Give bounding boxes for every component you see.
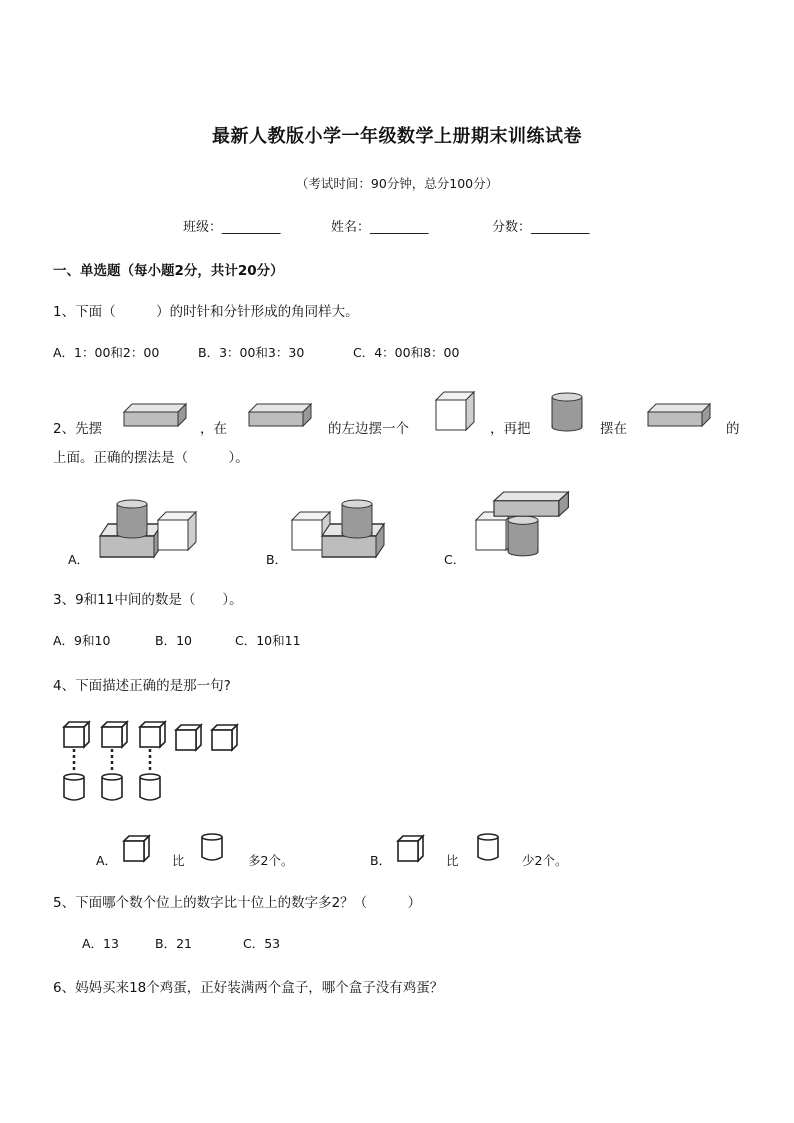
cylinder-icon (478, 834, 502, 864)
question-2-option-a: A． (68, 552, 90, 567)
question-4-option-b-end: 少2个。 (522, 853, 568, 868)
question-3-option-c: C．10和11 (235, 633, 301, 648)
brick-icon (124, 404, 188, 428)
name-field: 姓名：_________ (331, 220, 429, 235)
question-1-option-c: C．4：00和8：00 (353, 345, 460, 360)
question-4-option-b-label: B． (370, 853, 392, 868)
question-2-text-6: 的 (726, 421, 740, 437)
question-2-option-c: C． (444, 552, 466, 567)
question-2-text-2: ，在 (200, 421, 227, 437)
question-2-text-4: ，再把 (490, 421, 531, 437)
class-field: 班级：_________ (183, 220, 281, 235)
question-2-text-1: 2、先摆 (53, 421, 103, 437)
question-5-option-c: C．53 (243, 936, 281, 951)
option-c-figure (476, 490, 566, 560)
question-5-option-b: B．21 (155, 936, 192, 951)
exam-info: （考试时间：90分钟，总分100分） (295, 176, 499, 191)
question-2-text-line2: 上面。正确的摆法是（ ）。 (53, 450, 249, 466)
question-1-option-b: B．3：00和3：30 (198, 345, 305, 360)
cube-icon (398, 836, 428, 862)
question-6-stem: 6、妈妈买来18个鸡蛋，正好装满两个盒子，哪个盒子没有鸡蛋？ (53, 980, 444, 996)
question-4-stem: 4、下面描述正确的是那一句? (53, 678, 231, 694)
cylinder-icon (552, 393, 584, 433)
question-4-option-a-label: A． (96, 853, 118, 868)
cubes-and-cylinders-figure (64, 722, 244, 806)
question-1-option-a: A．1：00和2：00 (53, 345, 160, 360)
question-2-text-3: 的左边摆一个 (328, 421, 409, 437)
question-2-option-b: B． (266, 552, 288, 567)
page-title: 最新人教版小学一年级数学上册期末训练试卷 (212, 126, 582, 147)
question-5-stem: 5、下面哪个数个位上的数字比十位上的数字多2？（ ） (53, 895, 422, 911)
option-a-figure (100, 497, 204, 561)
cube-icon (124, 836, 154, 862)
brick-icon (249, 404, 313, 428)
question-2-text-5: 摆在 (600, 421, 627, 437)
question-3-option-b: B．10 (155, 633, 192, 648)
question-3-option-a: A．9和10 (53, 633, 111, 648)
question-4-option-b-mid: 比 (446, 853, 459, 868)
question-4-option-a-end: 多2个。 (248, 853, 294, 868)
section-title: 一、单选题（每小题2分，共计20分） (53, 263, 284, 279)
option-b-figure (292, 497, 396, 561)
score-field: 分数：_________ (492, 220, 590, 235)
question-4-option-a-mid: 比 (172, 853, 185, 868)
question-5-option-a: A．13 (82, 936, 119, 951)
cylinder-icon (202, 834, 226, 864)
brick-icon (648, 404, 712, 428)
question-3-stem: 3、9和11中间的数是（ ）。 (53, 592, 243, 608)
question-1-stem: 1、下面（ ）的时针和分针形成的角同样大。 (53, 304, 359, 320)
cube-icon (436, 392, 476, 432)
